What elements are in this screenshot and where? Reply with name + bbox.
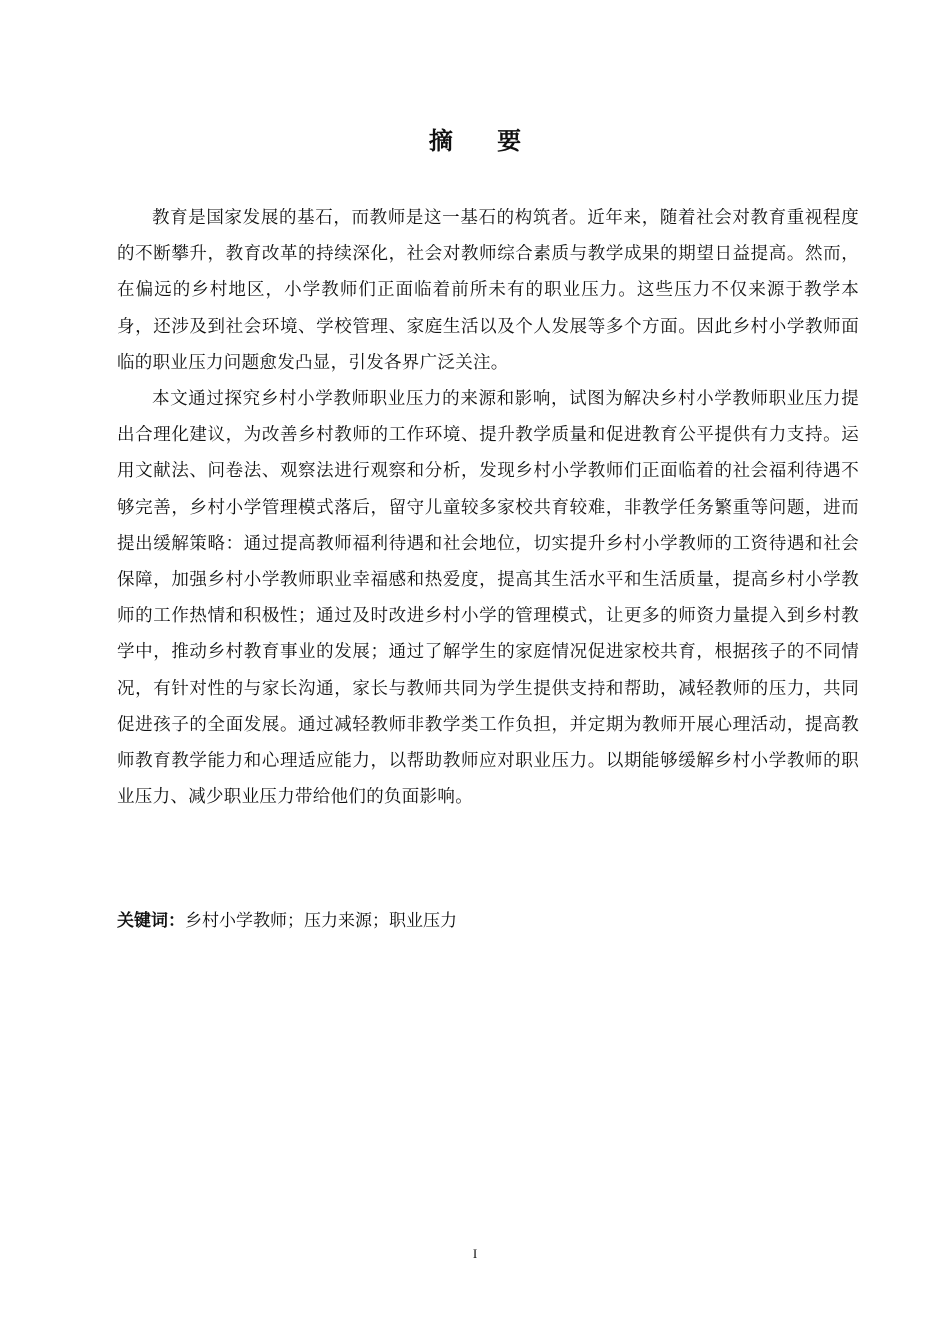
page-title: 摘 要	[428, 126, 540, 155]
abstract-body	[117, 200, 859, 815]
keywords-line	[117, 904, 859, 938]
page-number: I	[472, 1246, 478, 1261]
abstract-paragraph-1: 教育是国家发展的基石，而教师是这一基石的构筑者。近年来，随着社会对教育重视程度的不断攀升，教育改革的持续深化，社会对教师综合素质与教学成果的期望日益提高。然而，在偏远的乡村地区，小学教师们正面临着前所未有的职业压力。这些压力不仅来源于教学本身，还涉及到社会环境、学校管理、家庭生活以及个人发展等多个方面。因此乡村小学教师面临的职业压力问题愈发凸显，引发各界广泛关注。	[117, 208, 859, 373]
keywords-value: 乡村小学教师；压力来源；职业压力	[185, 911, 457, 931]
keywords-label: 关键词：	[117, 911, 185, 931]
abstract-paragraph-2: 本文通过探究乡村小学教师职业压力的来源和影响，试图为解决乡村小学教师职业压力提出合理化建议，为改善乡村教师的工作环境、提升教学质量和促进教育公平提供有力支持。运用文献法、问卷法、观察法进行观察和分析，发现乡村小学教师们正面临着的社会福利待遇不够完善，乡村小学管理模式落后，留守儿童较多家校共育较难，非教学任务繁重等问题，进而提出缓解策略：通过提高教师福利待遇和社会地位，切实提升乡村小学教师的工资待遇和社会保障，加强乡村小学教师职业幸福感和热爱度，提高其生活水平和生活质量，提高乡村小学教师的工作热情和积极性；通过及时改进乡村小学的管理模式，让更多的师资力量提入到乡村教学中，推动乡村教育事业的发展；通过了解学生的家庭情况促进家校共育，根据孩子的不同情况，有针对性的与家长沟通，家长与教师共同为学生提供支持和帮助，减轻教师的压力，共同促进孩子的全面发展。通过减轻教师非教学类工作负担，并定期为教师开展心理活动，提高教师教育教学能力和心理适应能力，以帮助教师应对职业压力。以期能够缓解乡村小学教师的职业压力、减少职业压力带给他们的负面影响。	[117, 389, 859, 808]
